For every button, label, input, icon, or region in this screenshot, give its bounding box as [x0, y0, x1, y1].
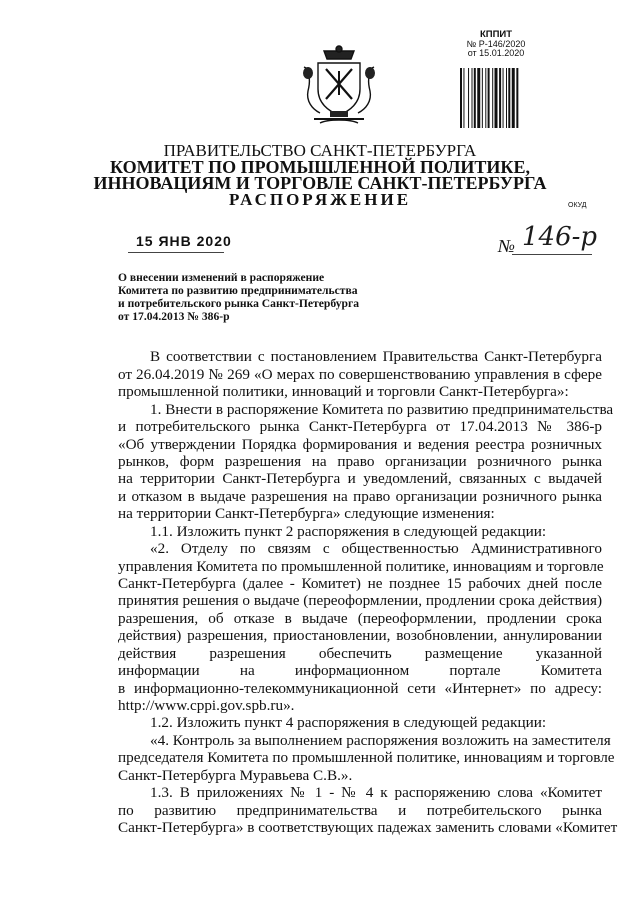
document-number-handwritten: 146-р	[522, 222, 598, 252]
registration-stamp	[460, 30, 532, 58]
spb-coat-of-arms-emblem	[300, 45, 378, 129]
body-line: разрешения, об отказе в выдаче (переоформлении, продлении срока	[118, 610, 602, 627]
barcode-bar	[503, 68, 504, 128]
body-line: информации на информационном портале Комитета	[118, 662, 602, 679]
body-line: и отказом в выдаче разрешения на право организации розничного рынка	[118, 488, 602, 505]
number-label: №	[498, 236, 515, 256]
body-line: 1.1. Изложить пункт 2 распоряжения в следующей редакции:	[150, 523, 547, 540]
body-line: промышленной политики, инноваций и торговли Санкт-Петербурга»:	[118, 383, 569, 400]
body-line: http://www.cppi.gov.spb.ru».	[118, 697, 295, 714]
okud-label: ОКУД	[568, 202, 587, 209]
body-line: в информационно-телекоммуникационной сети «Интернет» по адресу:	[118, 680, 602, 697]
body-line: Санкт-Петербурга» в соответствующих падежах заменить словами «Комитет	[118, 819, 618, 836]
body-line: председателя Комитета по промышленной политике, инновациям и торговле	[118, 749, 615, 766]
date-underline	[128, 252, 224, 253]
barcode-bar	[508, 68, 510, 128]
document-subject	[118, 271, 359, 323]
stamp-number: № Р-146/2020	[466, 38, 526, 49]
body-line: В соответствии с постановлением Правительства Санкт-Петербурга	[150, 348, 602, 365]
body-line: управления Комитета по промышленной политике, инновациям и торговле	[118, 558, 604, 575]
subject-line: и потребительского рынка Санкт-Петербурга	[118, 297, 360, 310]
barcode-bar	[495, 68, 498, 128]
barcode	[460, 68, 534, 128]
barcode-bar	[485, 68, 486, 128]
stamp-org: КППИТ	[479, 29, 513, 40]
subject-line: Комитета по развитию предпринимательства	[118, 284, 358, 297]
subject-line: О внесении изменений в распоряжение	[118, 271, 325, 284]
body-line: действия) разрешения, приостановлении, возобновлении, аннулировании	[118, 627, 602, 644]
body-line: и потребительского рынка Санкт-Петербурга от 17.04.2013 № 386-р	[118, 418, 602, 435]
body-line: на территории Санкт-Петербурга» следующие изменения:	[118, 505, 495, 522]
stamp-date: от 15.01.2020	[467, 47, 525, 58]
barcode-bar	[506, 68, 507, 128]
barcode-bar	[492, 68, 493, 128]
barcode-bar	[477, 68, 480, 128]
barcode-bar	[482, 68, 483, 128]
barcode-bar	[468, 68, 469, 128]
subject-line: от 17.04.2013 № 386-р	[118, 310, 230, 323]
body-line: от 26.04.2019 № 269 «О мерах по совершенствованию управления в сфере	[118, 366, 602, 383]
document-type: РАСПОРЯЖЕНИЕ	[228, 190, 412, 209]
barcode-bar	[472, 68, 473, 128]
body-line: 1.3. В приложениях № 1 - № 4 к распоряжению слова «Комитет	[150, 784, 602, 801]
body-line: Санкт-Петербурга Муравьева С.В.».	[118, 767, 353, 784]
body-line: 1. Внести в распоряжение Комитета по развитию предпринимательства	[150, 401, 614, 418]
document-date: 15 ЯНВ 2020	[136, 233, 232, 249]
body-line: «2. Отделу по связям с общественностью Административного	[150, 540, 602, 557]
barcode-bar	[488, 68, 490, 128]
committee-name-line-1: КОМИТЕТ ПО ПРОМЫШЛЕННОЙ ПОЛИТИКЕ,	[110, 157, 530, 177]
body-line: 1.2. Изложить пункт 4 распоряжения в следующей редакции:	[150, 714, 547, 731]
body-line: по развитию предпринимательства и потребительского рынка	[118, 802, 602, 819]
body-line: рынков, форм разрешения на право организации розничного рынка	[118, 453, 602, 470]
body-line: «4. Контроль за выполнением распоряжения возложить на заместителя	[150, 732, 611, 749]
barcode-bar	[516, 68, 518, 128]
body-line: на территории Санкт-Петербурга и уведомлений, связанных с выдачей	[118, 470, 602, 487]
body-line: Санкт-Петербурга (далее - Комитет) не позднее 15 рабочих дней после	[118, 575, 602, 592]
number-underline	[512, 254, 592, 255]
barcode-bar	[512, 68, 515, 128]
body-line: принятия решения о выдаче (переоформлении, продлении срока действия)	[118, 592, 602, 609]
body-line: действия разрешения обеспечить размещение указанной	[118, 645, 602, 662]
barcode-bar	[499, 68, 501, 128]
barcode-bar	[463, 68, 464, 128]
government-title: ПРАВИТЕЛЬСТВО САНКТ-ПЕТЕРБУРГА	[163, 141, 477, 160]
committee-name-line-2: ИННОВАЦИЯМ И ТОРГОВЛЕ САНКТ-ПЕТЕРБУРГА	[93, 173, 547, 193]
barcode-bar	[460, 68, 462, 128]
barcode-bar	[474, 68, 476, 128]
body-line: «Об утверждении Порядка формирования и ведения реестра розничных	[118, 436, 602, 453]
